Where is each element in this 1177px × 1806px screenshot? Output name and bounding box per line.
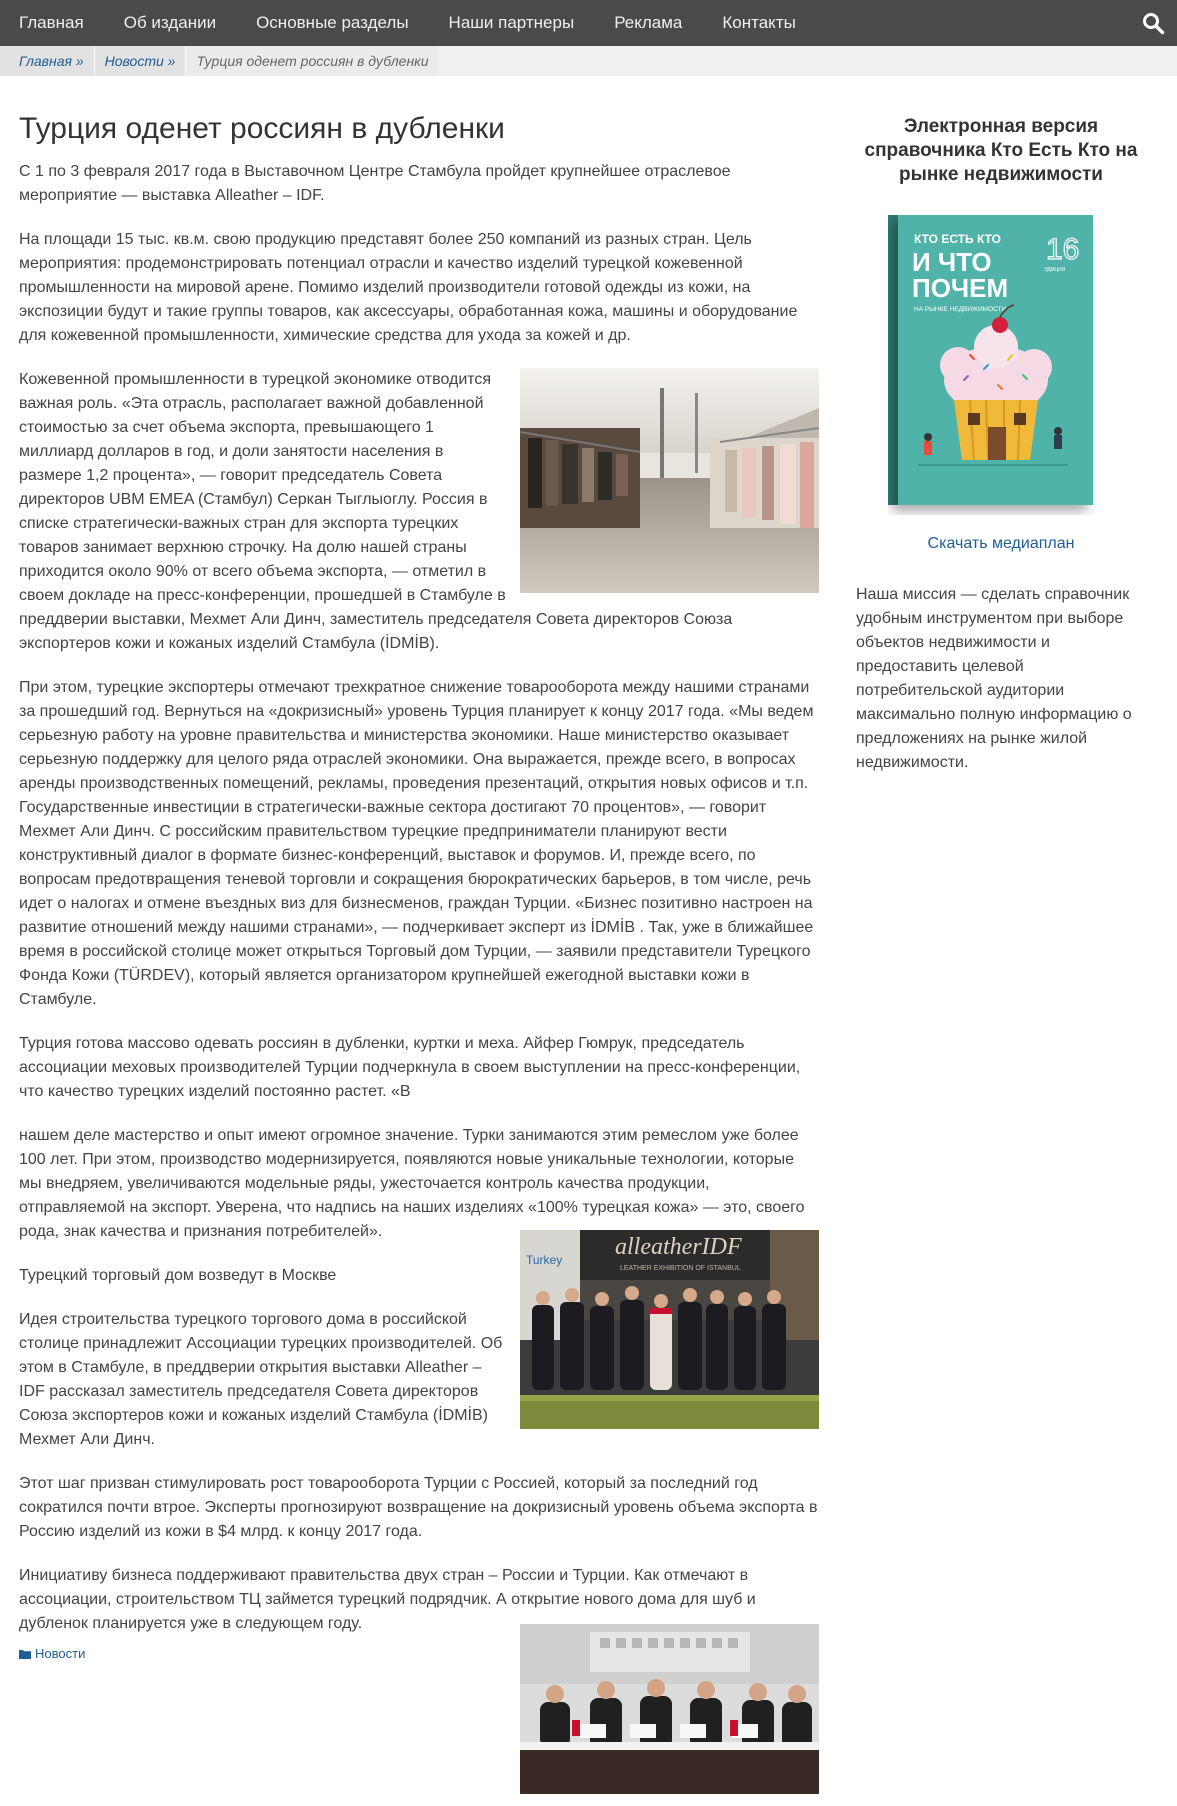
- breadcrumb-home[interactable]: Главная »: [0, 46, 95, 76]
- page-title: Турция оденет россиян в дубленки: [19, 112, 505, 145]
- book-line-2: И ЧТО: [912, 247, 992, 277]
- article-paragraph-1: На площади 15 тыс. кв.м. свою продукцию представят более 250 компаний из разных стран. Цель мероприятия: продемонстрировать потенциал отрасли и качество изделий турецкой кожевенной промышленности на мировой арене. Помимо изделий производители готовой одежды из кожи, на экспозиции будут и такие группы товаров, как аксессуары, обработанная кожа, машины и оборудование для кожевенной промышленности, химические средства для ухода за кожей и др.: [19, 231, 798, 344]
- folder-icon: [19, 1649, 31, 1659]
- photo-logo-text: alleatherIDF: [615, 1234, 742, 1260]
- nav-item-contacts[interactable]: Контакты: [722, 13, 796, 32]
- article-paragraph-4: Турция готова массово одевать россиян в дубленки, куртки и меха. Айфер Гюмрук, председатель ассоциации меховых производителей Турции подчеркнула в своем выступлении на пресс-конференции, что качество турецких изделий постоянно растет. «В: [19, 1035, 801, 1100]
- article-paragraph-2: Кожевенной промышленности в турецкой экономике отводится важная роль. «Эта отрасль, располагает важной добавленной стоимостью за счет объема экспорта, превышающего 1 миллиард долларов в год, и доли занятости населения в размере 1,2 процента», — говорит председатель Совета директоров UBM EMEA (Стамбул) Серкан Тыглыоглу. Россия в списке стратегически-важных стран для экспорта турецких товаров занимает верхнюю строчку. На долю нашей страны приходится около 90% от всего объема экспорта, — отметил в своем докладе на пресс-конференции, прошедшей в Стамбуле в преддверии выставки, Мехмет Али Динч, заместитель председателя Совета директоров Союза экспортеров кожи и кожаных изделий Стамбула (İDMİB).: [19, 371, 733, 652]
- nav-menu: [0, 0, 1177, 46]
- article-paragraph-3: При этом, турецкие экспортеры отмечают трехкратное снижение товарооборота между нашими странами за прошедший год. Вернуться на «докризисный» уровень Турция планирует к концу 2017 года. «Мы ведем серьезную работу на уровне правительства и министерства экономики. Наше министерство оказывает серьезную поддержку для целого ряда отраслей экономики. Она выражается, прежде всего, в вопросах аренды производственных помещений, рекламы, проведения презентаций, открытия новых офисов и т.п. Государственные инвестиции в стратегически-важные сектора достигают 70 процентов», — говорит Мехмет Али Динч. С российским правительством турецкие предприниматели планируют вести конструктивный диалог в формате бизнес-конференций, выставок и форумов. И, прежде всего, по вопросам предотвращения теневой торговли и сокращения бюрократических барьеров, в том числе, речь идет о налогах и отмене въездных виз для бизнесменов, граждан Турции. «Бизнес позитивно настроен на развитие отношений между нашими странами», — подчеркивает эксперт из İDMİB . Так, уже в ближайшее время в российской столице может открыться Торговый дом Турции, — заявили представители Турецкого Фонда Кожи (TÜRDEV), который является организатором крупнейшей ежегодной выставки кожи в Стамбуле.: [19, 679, 814, 1008]
- sidebar-title: Электронная версия справочника Кто Есть Кто на рынке недвижимости: [864, 116, 1138, 185]
- store-photo: [520, 368, 819, 593]
- nav-item-partners[interactable]: Наши партнеры: [448, 13, 575, 32]
- search-icon[interactable]: [1141, 11, 1165, 35]
- breadcrumb-bar: [0, 46, 1177, 76]
- breadcrumb-current: Турция оденет россиян в дубленки: [186, 46, 438, 76]
- breadcrumb-news[interactable]: Новости »: [95, 46, 187, 76]
- download-mediaplan-link[interactable]: Скачать медиаплан: [927, 535, 1075, 552]
- article-subheading: Турецкий торговый дом возведут в Москве: [19, 1267, 337, 1284]
- book-line-3: ПОЧЕМ: [912, 273, 1009, 303]
- category-link[interactable]: [19, 1646, 508, 1661]
- nav-item-about[interactable]: Об издании: [123, 13, 217, 32]
- directory-book-cover[interactable]: [888, 215, 1098, 515]
- article: [19, 110, 819, 1798]
- press-conference-photo: [520, 1230, 819, 1429]
- book-edition: ЭДИЦИЯ: [1044, 267, 1066, 273]
- nav-item-sections[interactable]: Основные разделы: [256, 13, 409, 32]
- article-paragraph-9: Инициативу бизнеса поддерживают правительства двух стран – России и Турции. Как отмечают в ассоциации, строительством ТЦ займется турецкий подрядчик. А открытие нового дома для шуб и дубленок планируется уже в следующем году.: [19, 1567, 756, 1632]
- sidebar-mission-text: Наша миссия — сделать справочник удобным инструментом при выборе объектов недвижимости и предоставить целевой потребительской аудитории максимально полную информацию о предложениях на рынке жилой недвижимости.: [856, 586, 1132, 771]
- book-line-1: КТО ЕСТЬ КТО: [914, 232, 1001, 246]
- article-lead: С 1 по 3 февраля 2017 года в Выставочном Центре Стамбула пройдет крупнейшее отраслевое мероприятие — выставка Alleather – IDF.: [19, 163, 731, 204]
- photo-banner-text: Turkey: [526, 1253, 563, 1267]
- sidebar: [856, 115, 1146, 775]
- category-news-link[interactable]: Новости: [35, 1646, 86, 1661]
- top-navigation: [0, 0, 1177, 47]
- article-paragraph-5: нашем деле мастерство и опыт имеют огромное значение. Турки занимаются этим ремеслом уже более 100 лет. При этом, производство модернизируется, появляются новые уникальные технологии, которые мы внедряем, увеличиваются модельные ряды, ужесточается контроль качества продукции, отправляемой на экспорт. Уверена, что надпись на наших изделиях «100% турецкая кожа» — это, своего рода, знак качества и признания потребителей».: [19, 1127, 805, 1240]
- book-line-4: НА РЫНКЕ НЕДВИЖИМОСТИ: [914, 306, 1007, 313]
- book-number: 16: [1046, 233, 1080, 266]
- photo-logo-subtitle: LEATHER EXHIBITION OF ISTANBUL: [620, 1265, 741, 1272]
- nav-item-home[interactable]: Главная: [19, 13, 84, 32]
- nav-item-ads[interactable]: Реклама: [614, 13, 683, 32]
- article-paragraph-8: Этот шаг призван стимулировать рост товарооборота Турции с Россией, который за последний год сократился почти втрое. Эксперты прогнозируют возвращение на докризисный уровень объема экспорта в Россию изделий из кожи в $4 млрд. к концу 2017 года.: [19, 1475, 818, 1540]
- article-paragraph-7: Идея строительства турецкого торгового дома в российской столице принадлежит Ассоциации турецких производителей. Об этом в Стамбуле, в преддверии открытия выставки Alleather – IDF рассказал заместитель председателя Совета директоров Союза экспортеров кожи и кожаных изделий Стамбула (İDMİB) Мехмет Али Динч.: [19, 1311, 503, 1448]
- conference-table-photo: [520, 1624, 819, 1794]
- breadcrumb: [0, 46, 439, 76]
